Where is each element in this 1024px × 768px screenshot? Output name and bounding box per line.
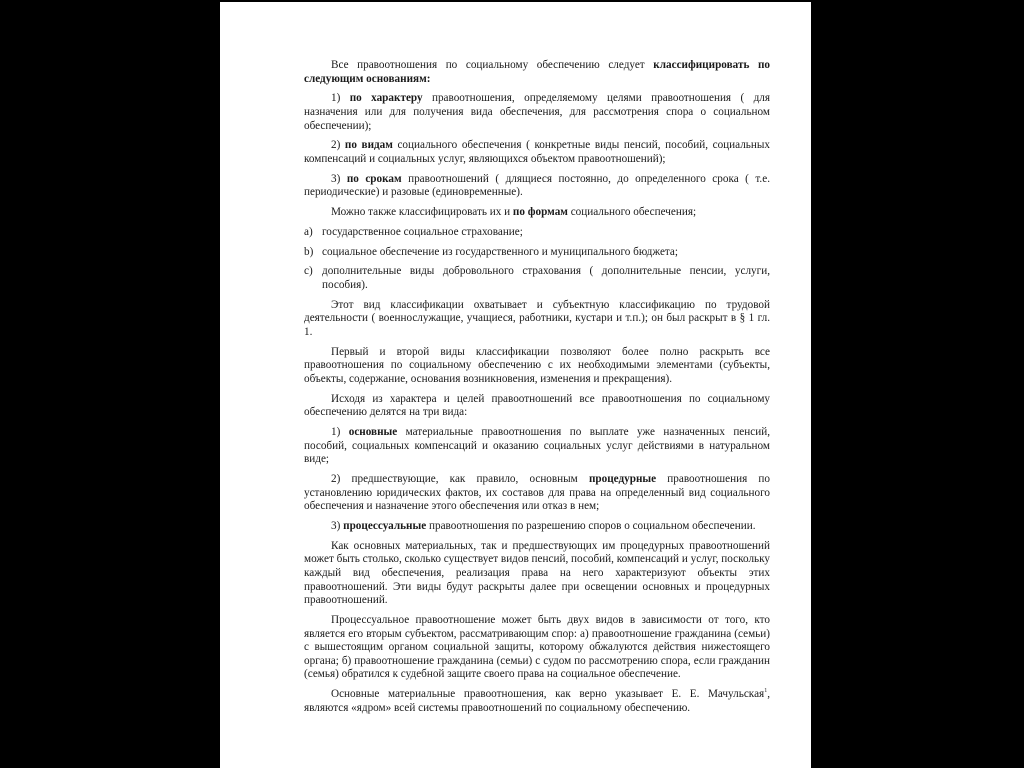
bold-text: процессуальные xyxy=(343,520,427,533)
paragraph xyxy=(304,473,770,514)
list-marker: c) xyxy=(304,265,313,278)
paragraph xyxy=(304,346,770,387)
text-run: государственное социальное страхование; xyxy=(322,225,523,238)
text-run: правоотношений ( длящиеся постоянно, до определенного срока ( т.е. периодические) и разовые (единовременные). xyxy=(304,172,770,199)
text-run: 2) xyxy=(331,139,345,152)
text-run: Процессуальное правоотношение может быть двух видов в зависимости от того, кто является его вторым субъектом, рассматривающим спор: а) правоотношение гражданина (семьи) с вышестоящим органом социальной защиты, которому обжалуются действия нижестоящего органа; б) правоотношение гражданина (семьи) с судом по рассмотрению спора, если гражданин (семья) обратился к судебной защите своего права на социальное обеспечение. xyxy=(304,614,770,681)
text-run: 3) xyxy=(331,520,344,533)
list-item xyxy=(304,246,770,260)
text-run: 3) xyxy=(331,172,347,185)
bold-text: по видам xyxy=(344,139,393,152)
list-item-text xyxy=(322,246,770,260)
paragraph xyxy=(304,139,770,166)
paragraph xyxy=(304,393,770,420)
footnote-ref: 1 xyxy=(764,688,768,695)
text-run: социальное обеспечение из государственного и муниципального бюджета; xyxy=(322,245,679,258)
text-run: правоотношения по установлению юридических фактов, их составов для права на определенный вид социального обеспечения и назначение этого обеспечения или отказ в нем; xyxy=(304,473,770,513)
paragraph xyxy=(304,426,770,467)
bold-text: по формам xyxy=(512,206,568,219)
bold-text: по характеру xyxy=(349,92,423,105)
list-item-text xyxy=(322,265,770,292)
text-run: Все правоотношения по социальному обеспечению следует xyxy=(331,59,654,71)
list-marker: b) xyxy=(304,245,314,258)
bold-text: классифицировать по следующим основаниям: xyxy=(304,59,771,85)
paragraph xyxy=(304,92,770,133)
text-run: дополнительные виды добровольного страхования ( дополнительные пенсии, услуги, пособия). xyxy=(322,265,770,292)
list-marker: a) xyxy=(304,225,313,238)
list-item-text xyxy=(322,226,770,240)
text-run: 2) предшествующие, как правило, основным xyxy=(331,473,589,486)
paragraph xyxy=(304,59,770,86)
text-run: Первый и второй виды классификации позволяют более полно раскрыть все правоотношения по социальному обеспечению с их необходимыми элементами (субъекты, объекты, содержание, основания возникновения, изменения и прекращения). xyxy=(304,345,770,385)
bold-text: процедурные xyxy=(588,473,657,486)
paragraph xyxy=(304,688,770,715)
list-item xyxy=(304,265,770,292)
document-page xyxy=(220,2,811,768)
paragraph xyxy=(304,614,770,682)
text-run: Как основных материальных, так и предшествующих им процедурных правоотношений может быть столько, сколько существует видов пенсий, пособий, компенсаций и услуг, поскольку каждый вид обеспечения, реализация права на него характеризуют объекты этих правоотношений. Эти виды будут раскрыты далее при освещении основных и процедурных правоотношений. xyxy=(304,539,770,607)
text-run: , являются «ядром» всей системы правоотношений по социальному обеспечению. xyxy=(304,688,770,714)
text-run: материальные правоотношения по выплате уже назначенных пенсий, пособий, социальных компенсаций и оказанию социальных услуг действиями в натуральном виде; xyxy=(304,426,770,466)
text-run: Исходя из характера и целей правоотношений все правоотношения по социальному обеспечению делятся на три вида: xyxy=(304,392,770,419)
text-run: социального обеспечения ( конкретные виды пенсий, пособий, социальных компенсаций и социальных услуг, являющихся объектом правоотношений); xyxy=(304,139,770,165)
bold-text: основные xyxy=(348,426,398,439)
text-run: правоотношения по разрешению споров о социальном обеспечении. xyxy=(426,520,756,533)
bold-text: по срокам xyxy=(346,172,402,185)
paragraph xyxy=(304,520,770,534)
paragraph xyxy=(304,540,770,608)
text-run: Можно также классифицировать их и xyxy=(331,206,513,219)
text-run: 1) xyxy=(331,92,350,105)
paragraph xyxy=(304,299,770,340)
paragraph xyxy=(304,173,770,200)
text-run: Основные материальные правоотношения, как верно указывает Е. Е. Мачульская xyxy=(331,688,765,701)
paragraph xyxy=(304,206,770,220)
text-run: социального обеспечения; xyxy=(567,206,697,219)
text-run: 1) xyxy=(331,426,349,439)
text-run: правоотношения, определяемому целями правоотношения ( для назначения или для получения вида обеспечения, для рассмотрения спора о социальном обеспечении); xyxy=(304,92,770,132)
list-item xyxy=(304,226,770,240)
text-run: Этот вид классификации охватывает и субъектную классификацию по трудовой деятельности ( военнослужащие, учащиеся, работники, кустари и т.п.); он был раскрыт в § 1 гл. 1. xyxy=(304,298,770,338)
